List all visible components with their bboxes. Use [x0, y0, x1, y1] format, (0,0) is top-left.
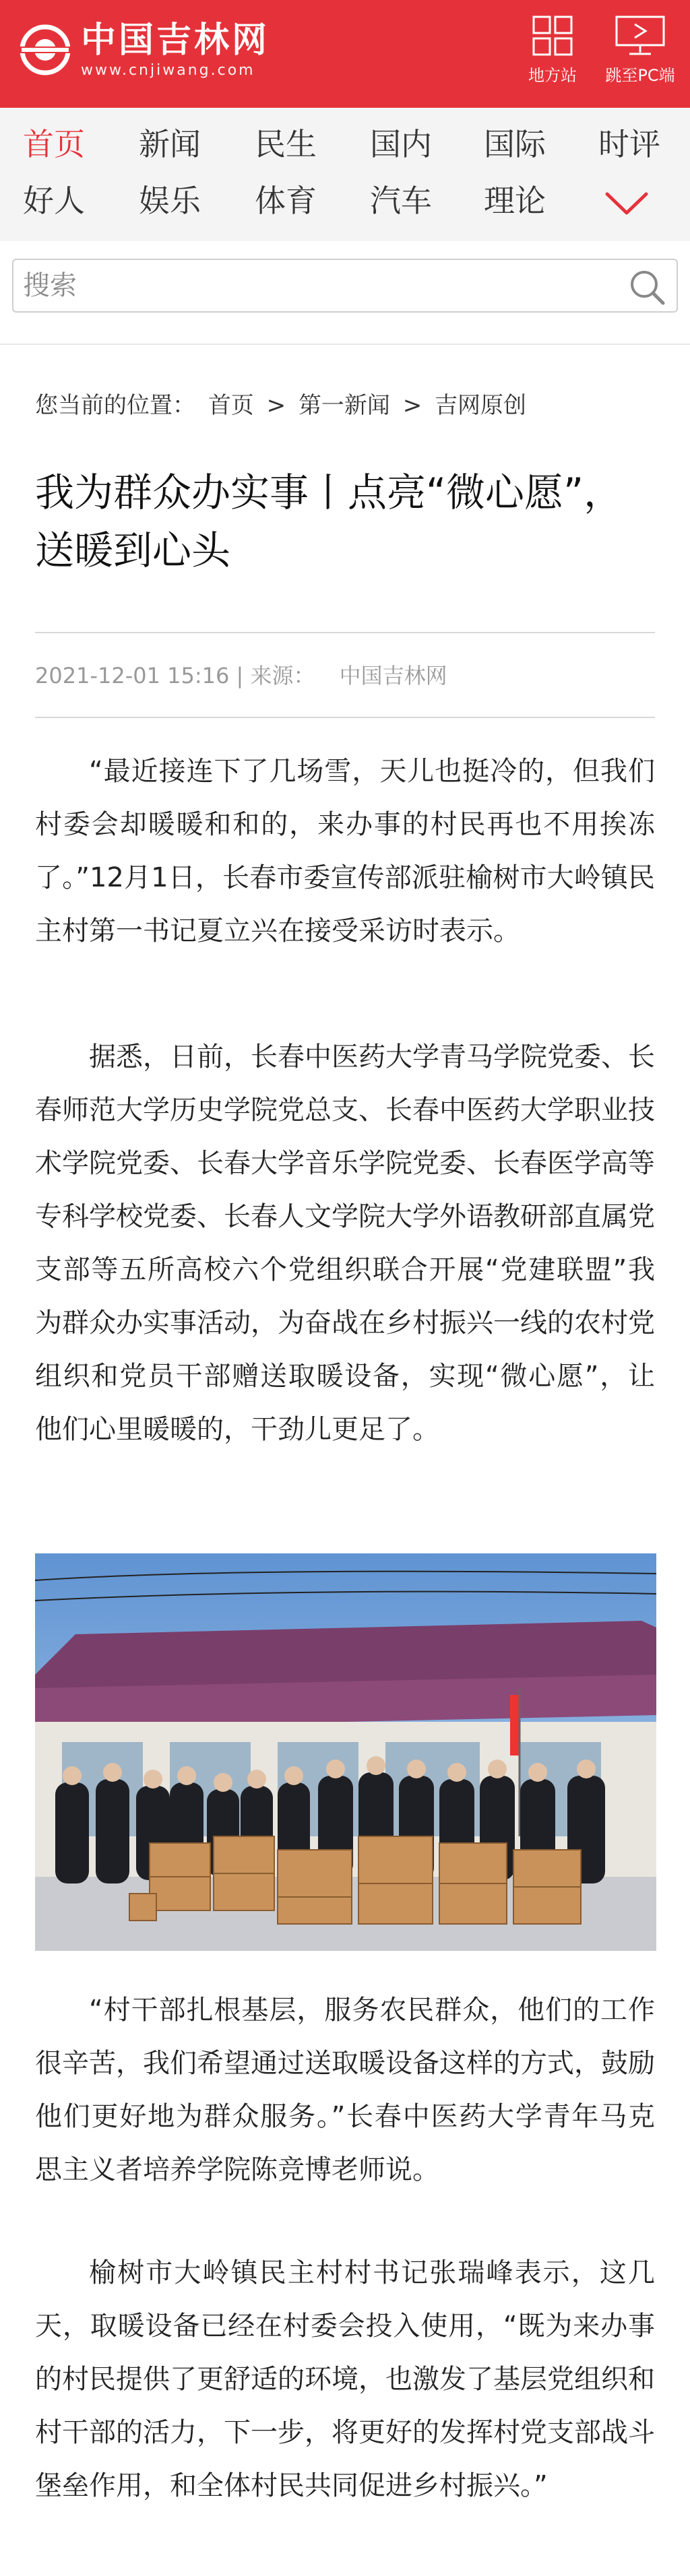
- channel-nav: [0, 108, 690, 241]
- monitor-icon: [615, 15, 666, 57]
- site-logo[interactable]: [16, 20, 270, 79]
- breadcrumb-separator: >: [266, 392, 286, 419]
- chevron-down-icon[interactable]: [603, 187, 650, 221]
- title-divider: [35, 632, 655, 633]
- logo-emblem-icon: [16, 21, 74, 79]
- nav-item-livelihood[interactable]: 民生: [255, 126, 317, 162]
- section-divider: [0, 344, 690, 345]
- meta-divider: [35, 717, 655, 718]
- breadcrumb: [35, 387, 532, 420]
- article-paragraph: “村干部扎根基层，服务农民群众，他们的工作很辛苦，我们希望通过送取暖设备这样的方式，鼓励他们更好地为群众服务。”长春中医药大学青年马克思主义者培养学院陈竞博老师说。: [35, 1995, 655, 2185]
- nav-item-international[interactable]: 国际: [484, 126, 546, 162]
- breadcrumb-item-original[interactable]: 吉网原创: [435, 392, 527, 419]
- nav-item-home[interactable]: 首页: [23, 126, 85, 162]
- source-label: 来源：: [250, 663, 315, 688]
- pc-site-button[interactable]: [593, 15, 687, 86]
- nav-item-domestic[interactable]: 国内: [370, 126, 432, 162]
- article-date: 2021-12-01 15:16: [35, 663, 230, 688]
- breadcrumb-item-home[interactable]: 首页: [208, 392, 254, 419]
- search-input[interactable]: [23, 267, 616, 304]
- search-icon[interactable]: [627, 268, 667, 306]
- nav-item-auto[interactable]: 汽车: [370, 183, 432, 219]
- article-paragraph: 据悉，日前，长春中医药大学青马学院党委、长春师范大学历史学院党总支、长春中医药大学职业技术学院党委、长春大学音乐学院党委、长春医学高等专科学校党委、长春人文学院大学外语教研部直属党支部等五所高校六个党组织联合开展“党建联盟”我为群众办实事活动，为奋战在乡村振兴一线的农村党组织和党员干部赠送取暖设备，实现“微心愿”，让他们心里暖暖的，干劲儿更足了。: [35, 1041, 655, 1445]
- logo-title: 中国吉林网: [81, 20, 270, 61]
- site-header: [0, 0, 690, 108]
- nav-item-good-people[interactable]: 好人: [23, 183, 85, 219]
- meta-separator: |: [236, 663, 244, 688]
- search-bar: [12, 259, 678, 313]
- local-sites-label: 地方站: [528, 66, 577, 85]
- grid-icon: [532, 15, 573, 57]
- article-paragraph: “最近接连下了几场雪，天儿也挺冷的，但我们村委会却暖暖和和的，来办事的村民再也不用挨冻了。”12月1日，长春市委宣传部派驻榆树市大岭镇民主村第一书记夏立兴在接受采访时表示。: [35, 756, 655, 946]
- breadcrumb-prefix: 您当前的位置：: [35, 392, 195, 419]
- article-title: 我为群众办实事丨点亮“微心愿”，送暖到心头: [35, 470, 623, 573]
- logo-url: www.cnjiwang.com: [81, 62, 255, 79]
- article-paragraph: 榆树市大岭镇民主村村书记张瑞峰表示，这几天，取暖设备已经在村委会投入使用，“既为来办事的村民提供了更舒适的环境，也激发了基层党组织和村干部的活力，下一步，将更好的发挥村党支部战斗堡垒作用，和全体村民共同促进乡村振兴。”: [35, 2257, 655, 2501]
- nav-item-sports[interactable]: 体育: [255, 183, 317, 219]
- local-sites-button[interactable]: [519, 15, 586, 86]
- breadcrumb-item-first-news[interactable]: 第一新闻: [298, 392, 390, 419]
- pc-site-label: 跳至PC端: [605, 66, 675, 85]
- nav-item-commentary[interactable]: 时评: [598, 126, 660, 162]
- article-photo: [35, 1553, 656, 1951]
- source-name: 中国吉林网: [339, 663, 447, 688]
- nav-item-entertainment[interactable]: 娱乐: [139, 183, 201, 219]
- breadcrumb-separator: >: [402, 392, 422, 419]
- nav-item-theory[interactable]: 理论: [484, 183, 546, 219]
- nav-item-news[interactable]: 新闻: [139, 126, 201, 162]
- article-meta: [35, 659, 447, 690]
